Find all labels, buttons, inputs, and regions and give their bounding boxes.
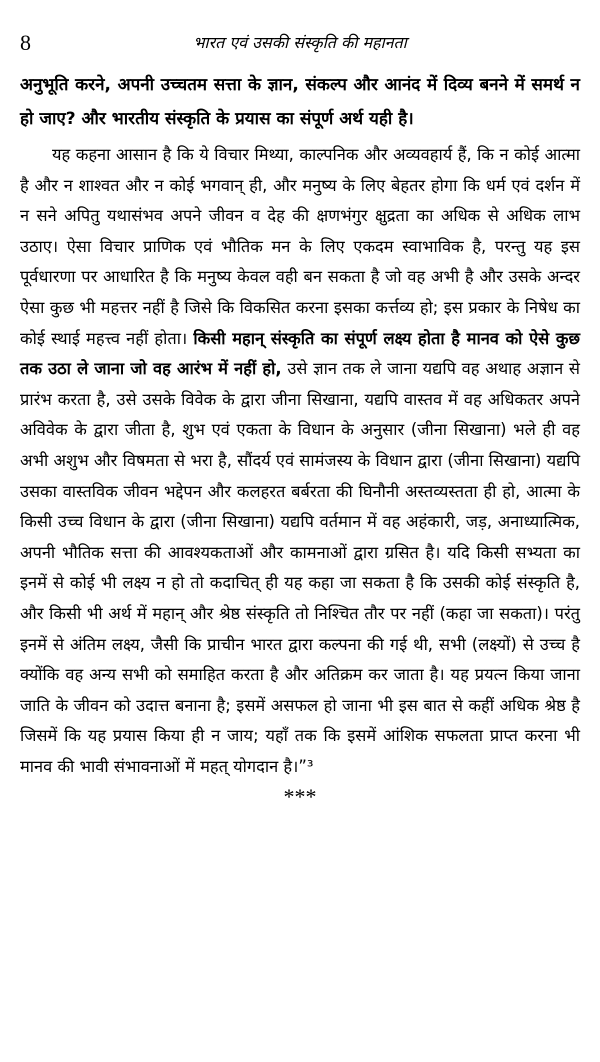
paragraph-bold-sentence: किसी महान् संस्कृति का संपूर्ण लक्ष्य होता है मानव को ऐसे कुछ तक उठा ले जाना जो वह आरंभ में नहीं हो, <box>20 328 580 379</box>
opening-bold-paragraph: अनुभूति करने, अपनी उच्चतम सत्ता के ज्ञान, संकल्प और आनंद में दिव्य बनने में समर्थ न हो जाए? और भारतीय संस्कृति के प्रयास का संपूर्ण अर्थ यही है। <box>20 75 580 129</box>
page-number: 8 <box>20 30 31 55</box>
paragraph-text-part2: उसे ज्ञान तक ले जाना यद्यपि वह अथाह अज्ञान से प्रारंभ करता है, उसे उसके विवेक के द्वारा जीना सिखाना, यद्यपि वास्तव में वह अधिकतर अपने अविवेक के द्वारा जीता है, शुभ एवं एकता के विधान के अनुसार (जीना सिखाना) भले ही वह अभी अशुभ और विषमता से भरा है, सौंदर्य एवं सामंजस्य के विधान द्वारा (जीना सिखाना) यद्यपि उसका वास्तविक जीवन भद्देपन और कलहरत बर्बरता की घिनौनी अस्तव्यस्तता ही हो, आत्मा के किसी उच्च विधान के द्वारा (जीना सिखाना) यद्यपि वर्तमान में वह अहंकारी, जड़, अनाध्यात्मिक, अपनी भौतिक सत्ता की आवश्यकताओं और कामनाओं द्वारा ग्रसित है। यदि किसी सभ्यता का इनमें से कोई भी लक्ष्य न हो तो कदाचित् ही यह कहा जा सकता है कि उसकी कोई संस्कृति है, और किसी भी अर्थ में महान् और श्रेष्ठ संस्कृति तो निश्चित तौर पर नहीं (कहा जा सकता)। परंतु इनमें से अंतिम लक्ष्य, जैसी कि प्राचीन भारत द्वारा कल्पना की गई थी, सभी (लक्ष्यों) से उच्च है क्योंकि वह अन्य सभी को समाहित करता है और अतिक्रम कर जाता है। यह प्रयत्न किया जाना जाति के जीवन को उदात्त बनाना है; इसमें असफल हो जाना भी इस बात से कहीं अधिक श्रेष्ठ है जिसमें कि यह प्रयास किया ही न जाय; यहाँ तक कि इसमें आंशिक सफलता प्राप्त करना भी मानव की भावी संभावनाओं में महत् योगदान है।”³ <box>20 359 580 776</box>
section-separator: *** <box>283 784 317 810</box>
paragraph-text-part1: यह कहना आसान है कि ये विचार मिथ्या, काल्पनिक और अव्यवहार्य हैं, कि न कोई आत्मा है और न शाश्वत और न कोई भगवान् ही, और मनुष्य के लिए बेहतर होगा कि धर्म एवं दर्शन में न सने अपितु यथासंभव अपने जीवन व देह की क्षणभंगुर क्षुद्रता का अधिक से अधिक लाभ उठाए। ऐसा विचार प्राणिक एवं भौतिक मन के लिए एकदम स्वाभाविक है, परन्तु यह इस पूर्वधारणा पर आधारित है कि मनुष्य केवल वही बन सकता है जो वह अभी है और उसके अन्दर ऐसा कुछ भी महत्तर नहीं है जिसे कि विकसित करना इसका कर्त्तव्य हो; इस प्रकार के निषेध का कोई स्थाई महत्त्व नहीं होता। <box>20 145 580 348</box>
running-head: भारत एवं उसकी संस्कृति की महानता <box>193 33 407 52</box>
body-paragraph <box>20 140 580 782</box>
page-header <box>20 30 580 64</box>
